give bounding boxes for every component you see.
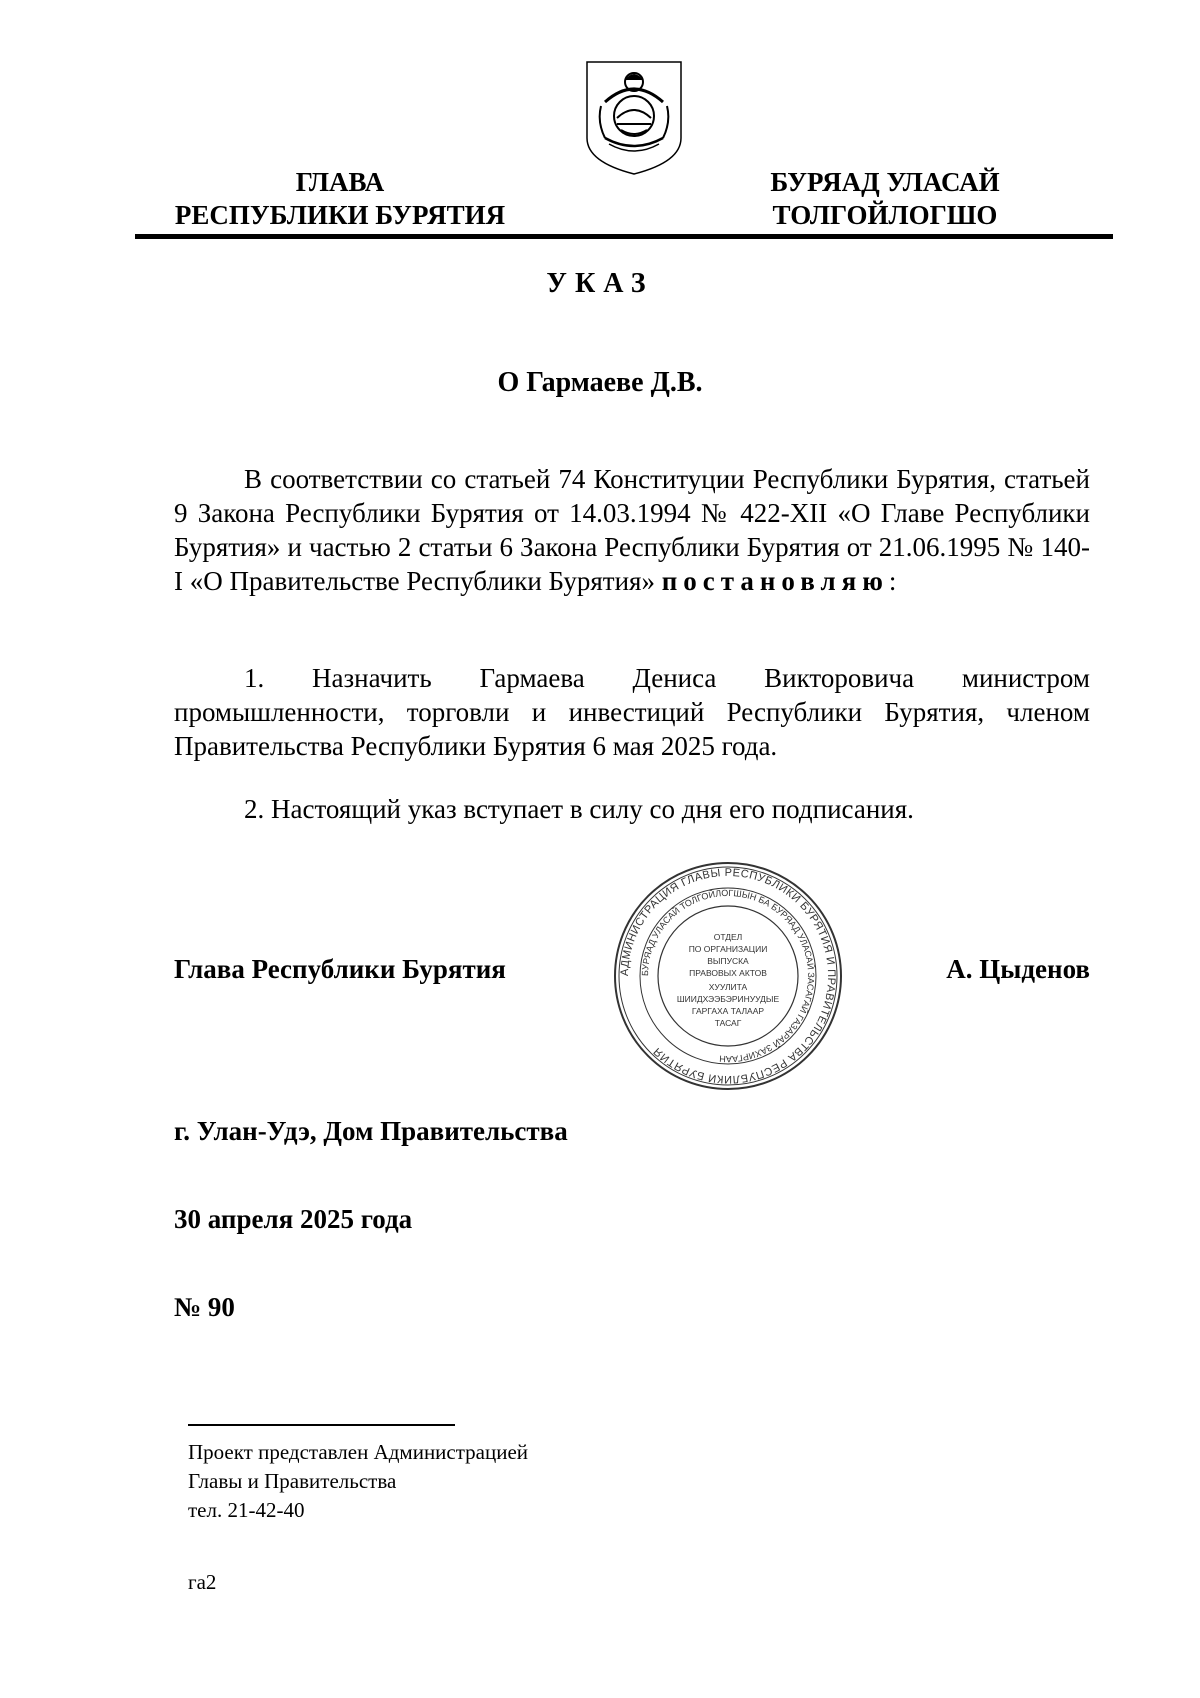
header-left-block [150,166,530,232]
header-left-line1: ГЛАВА [295,167,385,197]
seal-line-5: ХУУЛИТА [708,982,748,992]
seal-line-4: ПРАВОВЫХ АКТОВ [689,968,767,978]
decree-word: постановляю [661,566,889,596]
seal-outer-text: АДМИНИСТРАЦИЯ ГЛАВЫ РЕСПУБЛИКИ БУРЯТИЯ И ПРАВИТЕЛЬСТВА РЕСПУБЛИКИ БУРЯТИЯ [618,866,838,1086]
preamble-text: В соответствии со статьей 74 Конституции Республики Бурятия, статьей 9 Закона Республики Бурятия от 14.03.1994 № 422-XII «О Главе Республики Бурятия» и частью 2 статьи 6 Закона Республики Бурятия от 21.06.1995 № 140-I «О Правительстве Республики Бурятия» [174,464,1090,596]
header-divider [135,234,1113,239]
footnote-divider [188,1424,455,1426]
footnote-code: га2 [188,1570,217,1594]
item-2: 2. Настоящий указ вступает в силу со дня его подписания. [244,794,914,824]
header-right-line1: БУРЯАД УЛАСАЙ [770,167,1000,197]
seal-line-1: ОТДЕЛ [713,932,743,942]
seal-line-2: ПО ОРГАНИЗАЦИИ [688,944,768,954]
document-date: 30 апреля 2025 года [174,1204,413,1234]
footnote-line-1: Проект представлен Администрацией [188,1440,529,1464]
coat-of-arms-icon [583,58,685,178]
document-place: г. Улан-Удэ, Дом Правительства [174,1116,568,1146]
seal-line-3: ВЫПУСКА [707,956,749,966]
signature-position: Глава Республики Бурятия [174,954,506,984]
document-subject: О Гармаеве Д.В. [497,367,703,398]
official-seal-icon [612,860,844,1092]
footnote-phone: тел. 21-42-40 [188,1498,305,1522]
signature-name: А. Цыденов [946,954,1090,984]
seal-inner-ring-text: БУРЯАД УЛАСАЙ ТОЛГОЙЛОГШЫН БА БУРЯАД УЛАСАЙ ЗАСАГАЙ ГАЗАРАЙ ЗАХИРГААН [639,887,817,1065]
header-right-block [730,166,1040,232]
header-left-line2: РЕСПУБЛИКИ БУРЯТИЯ [174,200,506,230]
header-right-line2: ТОЛГОЙЛОГШО [772,200,998,230]
document-title: УКАЗ [546,268,654,299]
item-1: 1. Назначить Гармаева Дениса Викторовича министром промышленности, торговли и инвестиций Республики Бурятия, членом Правительства Республики Бурятия 6 мая 2025 года. [174,663,1090,761]
seal-line-7: ГАРГАХА ТАЛААР [691,1006,765,1016]
document-number: № 90 [174,1292,235,1322]
decree-colon: : [888,566,897,596]
seal-line-8: ТАСАГ [714,1018,742,1028]
footnote-line-2: Главы и Правительства [188,1469,397,1493]
seal-line-6: ШИИДХЭЭБЭРИНУУДЫЕ [676,994,780,1004]
preamble-paragraph [174,462,1090,598]
